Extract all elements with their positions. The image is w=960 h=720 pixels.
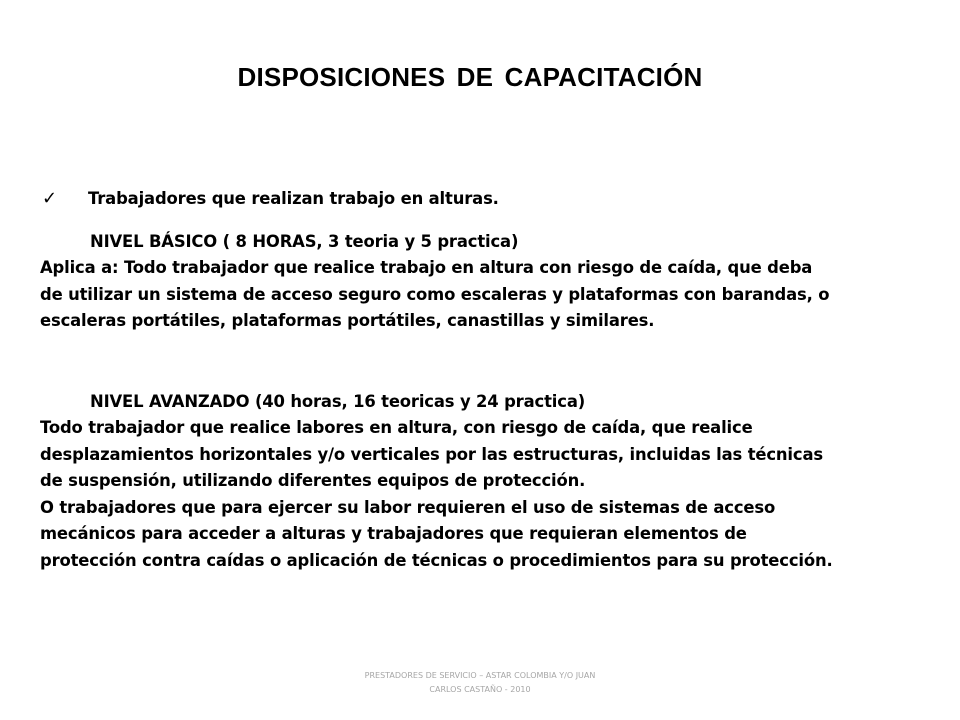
checkmark-icon: ✓ [42,188,57,209]
advanced-level-line-3: de suspensión, utilizando diferentes equipos de protección. [40,471,586,490]
footer-line-2: CARLOS CASTAÑO - 2010 [429,685,531,694]
bullet-text: Trabajadores que realizan trabajo en alturas. [88,189,499,208]
basic-level-line-2: de utilizar un sistema de acceso seguro como escaleras y plataformas con barandas, o [40,284,830,304]
advanced-level-line-6: protección contra caídas o aplicación de técnicas o procedimientos para su protección. [40,550,833,570]
advanced-level-line-1: Todo trabajador que realice labores en altura, con riesgo de caída, que realice [40,418,753,437]
footer-line-1: PRESTADORES DE SERVICIO – ASTAR COLOMBIA Y/O JUAN [364,671,596,680]
advanced-level-heading: NIVEL AVANZADO (40 horas, 16 teoricas y 24 practica) [90,391,586,411]
bullet-item [40,186,920,213]
basic-level-line-1: Aplica a: Todo trabajador que realice trabajo en altura con riesgo de caída, que deba [40,258,813,277]
basic-level-line-3: escaleras portátiles, plataformas portátiles, canastillas y similares. [40,311,655,330]
slide-body [40,186,920,574]
page-title: DISPOSICIONES DE CAPACITACIÓN [237,62,703,92]
basic-level-heading: NIVEL BÁSICO ( 8 HORAS, 3 teoria y 5 practica) [90,231,519,251]
advanced-level-line-4: O trabajadores que para ejercer su labor requieren el uso de sistemas de acceso [40,497,776,517]
slide-footer [330,669,630,697]
advanced-level-line-5: mecánicos para acceder a alturas y trabajadores que requieran elementos de [40,524,747,543]
advanced-level-line-2: desplazamientos horizontales y/o verticales por las estructuras, incluidas las técnicas [40,444,823,464]
